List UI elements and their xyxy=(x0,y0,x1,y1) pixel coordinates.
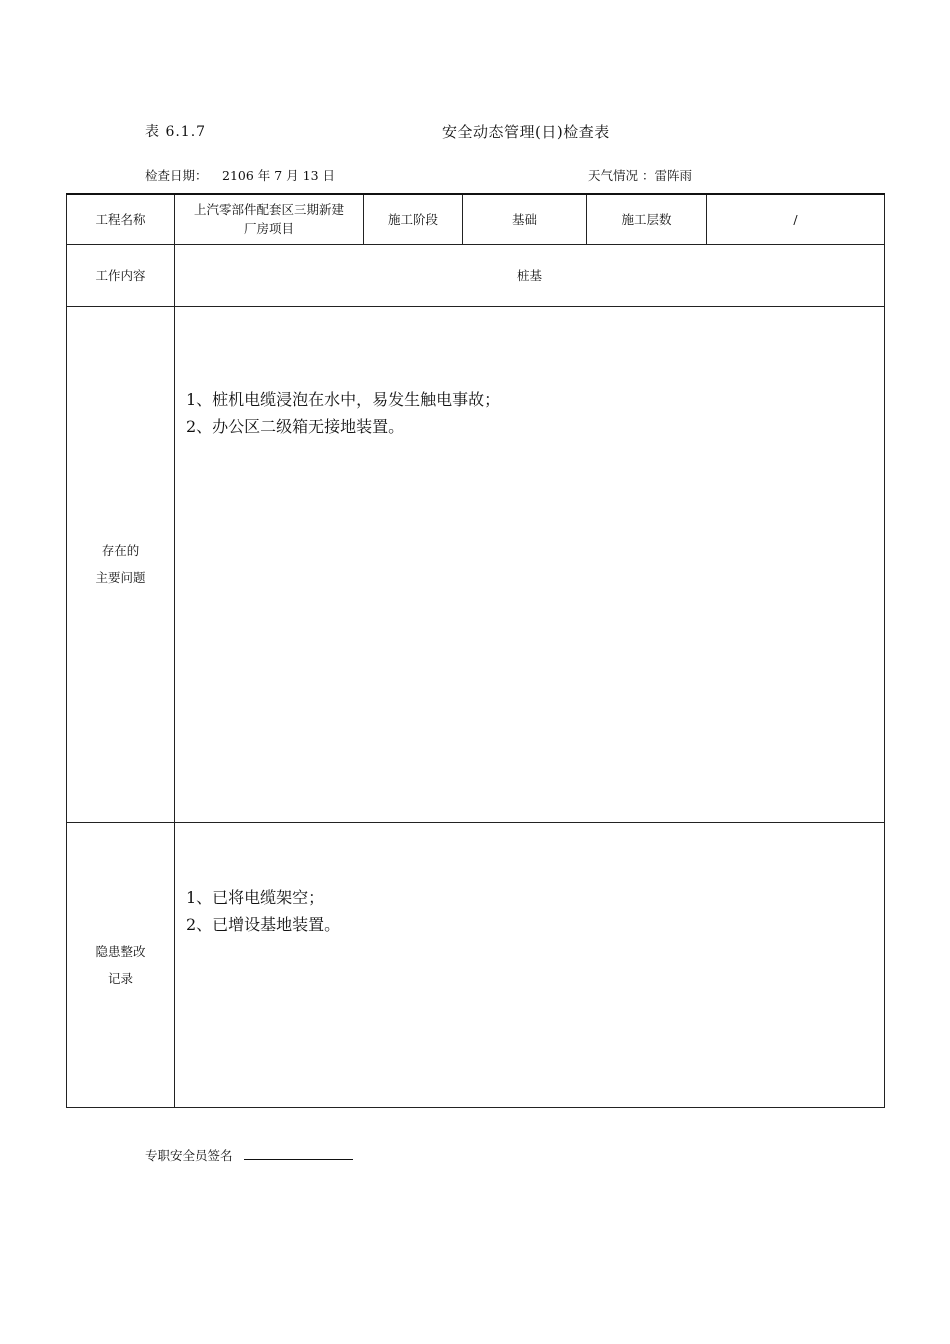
project-name-label-cell xyxy=(67,194,175,244)
issues-label-line1: 存在的 xyxy=(101,543,140,558)
document-title: 安全动态管理(日)检查表 xyxy=(442,123,610,141)
safety-officer-signature-label: 专职安全员签名 xyxy=(145,1148,233,1163)
stage-value: 基础 xyxy=(511,211,537,227)
issues-value-cell xyxy=(175,306,885,822)
floors-value-cell xyxy=(707,194,885,244)
rectification-value-cell xyxy=(175,822,885,1107)
work-content-value-cell xyxy=(175,244,885,306)
floors-label-cell xyxy=(587,194,707,244)
issues-row xyxy=(67,306,885,822)
floors-label: 施工层数 xyxy=(621,211,672,227)
rectification-row xyxy=(67,822,885,1107)
project-name-label: 工程名称 xyxy=(95,211,146,227)
stage-label-cell xyxy=(364,194,463,244)
issue-item: 2、办公区二级箱无接地装置。 xyxy=(186,416,405,436)
project-name-line2: 厂房项目 xyxy=(243,221,294,237)
rectification-label-line2: 记录 xyxy=(107,970,133,986)
work-content-label-cell xyxy=(67,244,175,306)
weather-info: 天气情况 ：雷阵雨 xyxy=(588,168,692,183)
issues-label-cell xyxy=(67,306,175,822)
rectification-label-line1: 隐患整改 xyxy=(95,943,146,959)
rectification-item: 1、已将电缆架空； xyxy=(186,887,325,907)
floors-value: / xyxy=(793,211,798,227)
project-name-value-cell xyxy=(175,194,364,244)
inspection-table xyxy=(66,193,885,1108)
issue-item: 1、桩机电缆浸泡在水中，易发生触电事故； xyxy=(186,389,501,409)
table-number: 表 6.1.7 xyxy=(145,124,207,140)
stage-label: 施工阶段 xyxy=(387,211,438,227)
project-name-line1: 上汽零部件配套区三期新建 xyxy=(193,202,344,218)
rectification-item: 2、已增设基地装置。 xyxy=(186,914,341,934)
issues-label-line2: 主要问题 xyxy=(95,570,146,585)
work-content-value: 桩基 xyxy=(516,267,542,283)
work-content-row xyxy=(67,244,885,306)
stage-value-cell xyxy=(463,194,587,244)
work-content-label: 工作内容 xyxy=(95,267,146,283)
project-row xyxy=(67,194,885,244)
rectification-label-cell xyxy=(67,822,175,1107)
inspection-date-value: 2106 年 7 月 13 日 xyxy=(222,168,336,183)
signature-line[interactable] xyxy=(244,1159,353,1160)
inspection-date-label: 检查日期： xyxy=(145,168,208,183)
